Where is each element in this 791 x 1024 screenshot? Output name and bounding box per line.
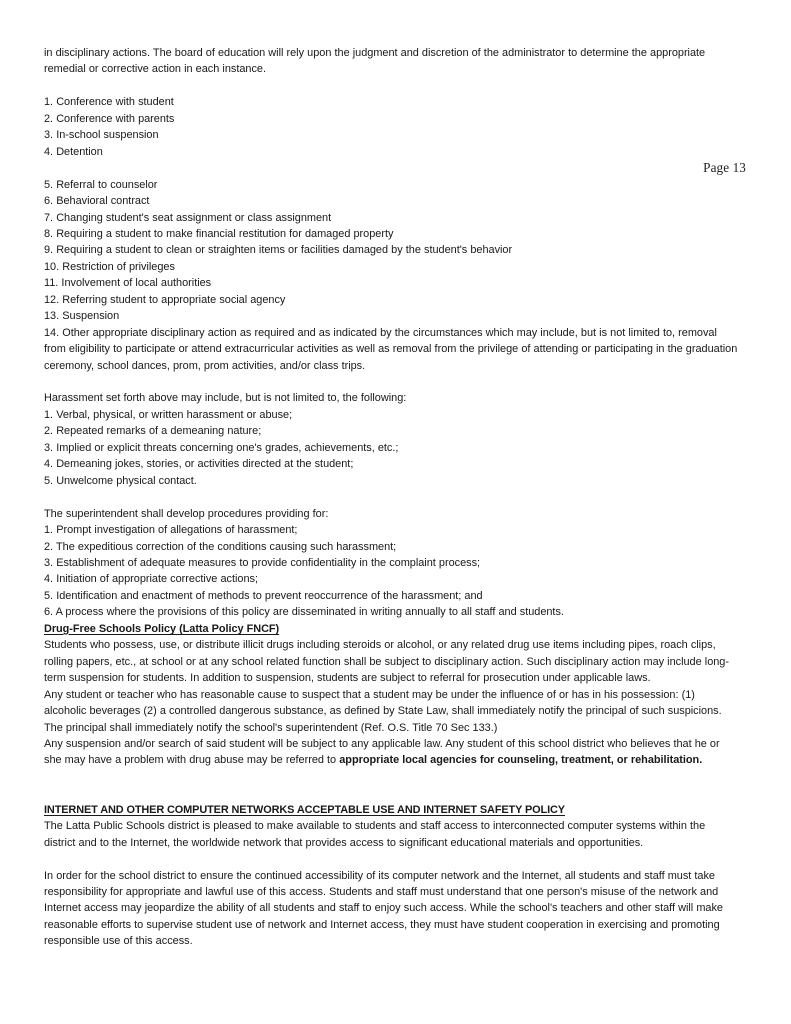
list-item: 5. Unwelcome physical contact.: [44, 474, 197, 487]
list-item: 3. In-school suspension: [44, 129, 159, 142]
list-item: 1. Prompt investigation of allegations of harassment;: [44, 524, 298, 537]
list-item: 5. Identification and enactment of methods to prevent reoccurrence of the harassment; and: [44, 589, 483, 602]
harassment-list: [44, 407, 750, 489]
spacer: [44, 785, 750, 801]
spacer: [44, 769, 750, 785]
list-item-14: 14. Other appropriate disciplinary action as required and as indicated by the circumstances which may include, but is not limited to, removal from eligibility to participate or attend extracurricular activities as well as removal from the privilege of attending or participating in the graduation ceremony, school dances, prom, prom activities, and/or class trips.: [44, 326, 738, 372]
list-item: 9. Requiring a student to clean or straighten items or facilities damaged by the student's behavior: [44, 244, 513, 257]
list-item: 4. Initiation of appropriate corrective actions;: [44, 573, 258, 586]
drug-free-policy-paragraph-2: Any student or teacher who has reasonable cause to suspect that a student may be under the influence of or has in his possession: (1) alcoholic beverages (2) a controlled dangerous substance, as defined by State Law, shall immediately notify the principal of such suspicions. The principal shall immediately notify the school's superintendent (Ref. O.S. Title 70 Sec 133.): [44, 688, 722, 734]
list-item: 3. Implied or explicit threats concerning one's grades, achievements, etc.;: [44, 441, 399, 454]
list-item: 3. Establishment of adequate measures to provide confidentiality in the complaint process;: [44, 557, 481, 569]
list-item: 13. Suspension: [44, 310, 120, 323]
spacer: [44, 78, 750, 94]
harassment-intro: Harassment set forth above may include, but is not limited to, the following:: [44, 392, 407, 405]
intro-paragraph: in disciplinary actions. The board of education will rely upon the judgment and discretion of the administrator to determine the appropriate remedial or corrective action in each instance.: [44, 47, 706, 76]
disciplinary-actions-list-part1: [44, 94, 750, 160]
internet-policy-paragraph-2: In order for the school district to ensure the continued accessibility of its computer network and the Internet, all students and staff must take responsibility for appropriate and lawful use of this access. Students and staff must understand that one person's misuse of the network and Internet access may jeopardize the ability of all students and staff to enjoy such access. While the school's teachers and other staff will make reasonable efforts to supervise student use of network and Internet access, they must have student cooperation in exercising and promoting responsible use of this access.: [44, 869, 723, 948]
superintendent-intro: The superintendent shall develop procedures providing for:: [44, 507, 329, 520]
list-item: 7. Changing student's seat assignment or class assignment: [44, 211, 332, 224]
list-item: 12. Referring student to appropriate social agency: [44, 293, 286, 306]
list-item: 1. Conference with student: [44, 96, 174, 109]
spacer: [44, 489, 750, 505]
list-item: 11. Involvement of local authorities: [44, 277, 212, 290]
list-item: 4. Detention: [44, 145, 103, 158]
internet-policy-heading: INTERNET AND OTHER COMPUTER NETWORKS ACCEPTABLE USE AND INTERNET SAFETY POLICY: [44, 803, 565, 816]
drug-free-policy-paragraph-3-lead: Any suspension and/or search of said student will be subject to any applicable law. Any student of this school district who believes that he or she may have a problem with drug abuse may be referred to: [44, 737, 720, 767]
page-content: [44, 45, 750, 950]
drug-free-policy-paragraph-1: Students who possess, use, or distribute illicit drugs including steroids or alcohol, or any related drug use items including pipes, roach clips, rolling papers, etc., at school or at any school related function shall be subject to disciplinary action. Such disciplinary action may include long-term suspension for students. In addition to suspension, students are subject to referral for prosecution under applicable laws.: [44, 639, 729, 685]
disciplinary-actions-list-part2: [44, 177, 750, 325]
list-item: 5. Referral to counselor: [44, 178, 158, 191]
spacer: [44, 851, 750, 867]
spacer: [44, 374, 750, 390]
drug-free-policy-heading: Drug-Free Schools Policy (Latta Policy FNCF): [44, 622, 280, 635]
list-item: 2. Repeated remarks of a demeaning nature;: [44, 425, 262, 438]
drug-free-policy-paragraph-3: [44, 736, 739, 769]
list-item: 10. Restriction of privileges: [44, 260, 175, 273]
list-item: 6. Behavioral contract: [44, 195, 150, 208]
list-item: 6. A process where the provisions of this policy are disseminated in writing annually to all staff and students.: [44, 606, 564, 619]
drug-free-policy-referral-emphasis: appropriate local agencies for counseling, treatment, or rehabilitation.: [339, 754, 703, 767]
list-item: 4. Demeaning jokes, stories, or activities directed at the student;: [44, 458, 354, 471]
list-item: 2. The expeditious correction of the conditions causing such harassment;: [44, 540, 397, 553]
list-item: 1. Verbal, physical, or written harassment or abuse;: [44, 408, 293, 421]
superintendent-procedures-list: [44, 522, 750, 621]
list-item: 2. Conference with parents: [44, 112, 175, 125]
internet-policy-paragraph-1: The Latta Public Schools district is pleased to make available to students and staff access to interconnected computer systems within the district and to the Internet, the worldwide network that provides access to significant educational materials and opportunities.: [44, 820, 706, 849]
list-item: 8. Requiring a student to make financial restitution for damaged property: [44, 227, 394, 240]
page-number: Page 13: [703, 160, 746, 176]
